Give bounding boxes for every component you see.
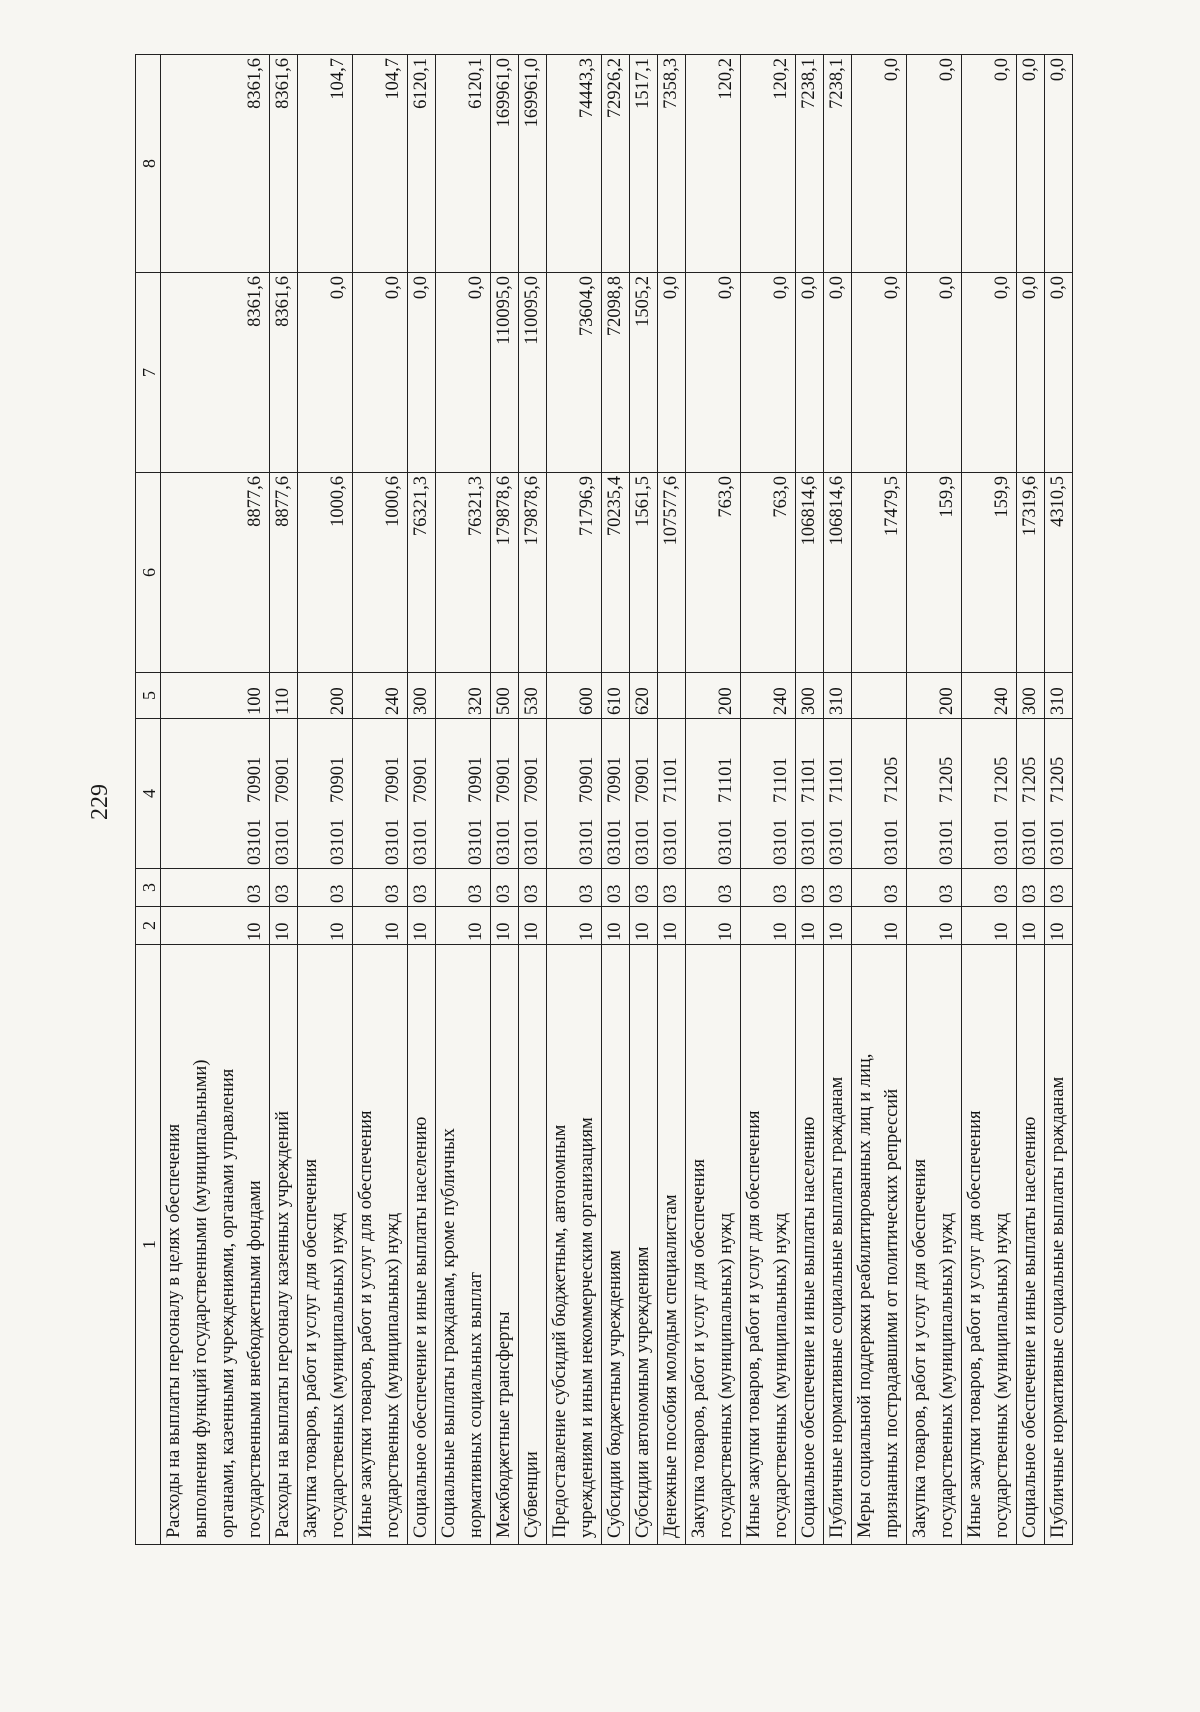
description-line: Субсидии автономным учреждениям — [633, 1246, 653, 1538]
amount-col-6: 106814,6 — [796, 473, 824, 673]
description-line: Расходы на выплаты персоналу казенных учреждений — [273, 1111, 293, 1538]
program-code-part-1: 03101 — [799, 818, 819, 865]
program-code-part-1: 03101 — [466, 818, 486, 865]
expense-type-code: 240 — [962, 673, 1017, 719]
amount-col-8: 0,0 — [1045, 55, 1073, 273]
amount-col-8: 7238,1 — [824, 55, 852, 273]
row-description — [491, 945, 519, 1545]
amount-col-6: 106814,6 — [824, 473, 852, 673]
description-line: Субсидии бюджетным учреждениям — [605, 1250, 625, 1538]
expense-type-code: 300 — [796, 673, 824, 719]
subsection-code: 03 — [796, 869, 824, 907]
amount-col-7: 0,0 — [408, 273, 436, 473]
section-code: 10 — [962, 907, 1017, 945]
row-description — [796, 945, 824, 1545]
subsection-code: 03 — [1045, 869, 1073, 907]
program-code — [1045, 719, 1073, 869]
description-line: Социальное обеспечение и иные выплаты населению — [1020, 1116, 1040, 1538]
table-row — [962, 55, 1017, 1545]
program-code — [408, 719, 436, 869]
amount-col-8: 0,0 — [907, 55, 962, 273]
amount-col-7: 0,0 — [962, 273, 1017, 473]
program-code-part-2: 70901 — [328, 756, 348, 803]
column-header-7: 7 — [136, 273, 161, 473]
rotated-table-container — [135, 55, 1185, 1545]
amount-col-6: 763,0 — [686, 473, 741, 673]
program-code — [353, 719, 408, 869]
subsection-code: 03 — [298, 869, 353, 907]
expense-type-code: 600 — [547, 673, 602, 719]
program-code — [630, 719, 658, 869]
amount-col-6: 70235,4 — [602, 473, 630, 673]
program-code-part-1: 03101 — [605, 818, 625, 865]
program-code-part-2: 71205 — [937, 756, 957, 803]
amount-col-6: 179878,6 — [519, 473, 547, 673]
amount-col-6: 8877,6 — [161, 473, 270, 673]
description-line: Публичные нормативные социальные выплаты гражданам — [827, 1076, 847, 1538]
amount-col-7: 0,0 — [852, 273, 907, 473]
subsection-code: 03 — [491, 869, 519, 907]
subsection-code: 03 — [602, 869, 630, 907]
table-row — [436, 55, 491, 1545]
program-code-part-2: 71101 — [771, 757, 791, 803]
row-description — [1017, 945, 1045, 1545]
amount-col-6: 71796,9 — [547, 473, 602, 673]
program-code — [962, 719, 1017, 869]
section-code: 10 — [686, 907, 741, 945]
description-line: нормативных социальных выплат — [466, 1272, 486, 1538]
budget-table — [135, 54, 1073, 1545]
expense-type-code: 320 — [436, 673, 491, 719]
table-row — [519, 55, 547, 1545]
program-code-part-2: 70901 — [411, 756, 431, 803]
amount-col-7: 0,0 — [353, 273, 408, 473]
table-row — [741, 55, 796, 1545]
table-row — [907, 55, 962, 1545]
expense-type-code: 240 — [353, 673, 408, 719]
program-code — [907, 719, 962, 869]
amount-col-8: 8361,6 — [270, 55, 298, 273]
row-description — [298, 945, 353, 1545]
program-code-part-1: 03101 — [937, 818, 957, 865]
section-code: 10 — [270, 907, 298, 945]
amount-col-6: 17479,5 — [852, 473, 907, 673]
column-header-3: 3 — [136, 869, 161, 907]
section-code: 10 — [436, 907, 491, 945]
expense-type-code — [658, 673, 686, 719]
description-line: государственных (муниципальных) нужд — [771, 1212, 791, 1538]
program-code — [796, 719, 824, 869]
program-code-part-2: 71101 — [716, 757, 736, 803]
amount-col-7: 73604,0 — [547, 273, 602, 473]
program-code — [852, 719, 907, 869]
program-code — [1017, 719, 1045, 869]
amount-col-7: 0,0 — [686, 273, 741, 473]
description-line: Закупка товаров, работ и услуг для обеспечения — [689, 1158, 709, 1538]
program-code-part-2: 71205 — [1020, 756, 1040, 803]
table-row — [1045, 55, 1073, 1545]
table-row — [824, 55, 852, 1545]
subsection-code: 03 — [686, 869, 741, 907]
subsection-code: 03 — [436, 869, 491, 907]
amount-col-8: 6120,1 — [408, 55, 436, 273]
row-description — [602, 945, 630, 1545]
table-row — [353, 55, 408, 1545]
page-number: 229 — [87, 784, 113, 820]
program-code — [824, 719, 852, 869]
row-description — [686, 945, 741, 1545]
program-code — [741, 719, 796, 869]
column-header-4: 4 — [136, 719, 161, 869]
subsection-code: 03 — [658, 869, 686, 907]
expense-type-code: 110 — [270, 673, 298, 719]
amount-col-8: 72926,2 — [602, 55, 630, 273]
row-description — [824, 945, 852, 1545]
amount-col-8: 0,0 — [852, 55, 907, 273]
table-body — [161, 55, 1073, 1545]
description-line: признанных пострадавшими от политических репрессий — [882, 1088, 902, 1538]
program-code-part-1: 03101 — [633, 818, 653, 865]
description-line: государственных (муниципальных) нужд — [937, 1212, 957, 1538]
program-code-part-1: 03101 — [1048, 818, 1068, 865]
table-row — [161, 55, 270, 1545]
description-line: государственных (муниципальных) нужд — [992, 1212, 1012, 1538]
section-code: 10 — [630, 907, 658, 945]
description-line: государственными внебюджетными фондами — [245, 1180, 265, 1538]
section-code: 10 — [491, 907, 519, 945]
amount-col-8: 169961,0 — [491, 55, 519, 273]
program-code-part-1: 03101 — [522, 818, 542, 865]
amount-col-6: 17319,6 — [1017, 473, 1045, 673]
table-row — [630, 55, 658, 1545]
program-code — [298, 719, 353, 869]
table-row — [298, 55, 353, 1545]
description-line: Иные закупки товаров, работ и услуг для обеспечения — [965, 1110, 985, 1538]
section-code: 10 — [907, 907, 962, 945]
amount-col-7: 0,0 — [1045, 273, 1073, 473]
program-code-part-2: 70901 — [245, 756, 265, 803]
program-code-part-2: 70901 — [577, 756, 597, 803]
subsection-code: 03 — [741, 869, 796, 907]
description-line: Расходы на выплаты персоналу в целях обеспечения — [164, 1123, 184, 1538]
section-code: 10 — [161, 907, 270, 945]
subsection-code: 03 — [1017, 869, 1045, 907]
column-header-1: 1 — [136, 945, 161, 1545]
amount-col-8: 0,0 — [1017, 55, 1045, 273]
expense-type-code: 200 — [686, 673, 741, 719]
amount-col-6: 179878,6 — [491, 473, 519, 673]
program-code-part-1: 03101 — [716, 818, 736, 865]
program-code-part-2: 71205 — [992, 756, 1012, 803]
expense-type-code: 300 — [1017, 673, 1045, 719]
program-code-part-1: 03101 — [827, 818, 847, 865]
amount-col-7: 0,0 — [658, 273, 686, 473]
amount-col-7: 0,0 — [907, 273, 962, 473]
amount-col-7: 0,0 — [796, 273, 824, 473]
expense-type-code: 240 — [741, 673, 796, 719]
program-code — [658, 719, 686, 869]
column-header-5: 5 — [136, 673, 161, 719]
amount-col-8: 8361,6 — [161, 55, 270, 273]
subsection-code: 03 — [962, 869, 1017, 907]
description-line: Межбюджетные трансферты — [494, 1311, 514, 1538]
table-row — [686, 55, 741, 1545]
expense-type-code — [852, 673, 907, 719]
table-row — [547, 55, 602, 1545]
expense-type-code: 200 — [298, 673, 353, 719]
description-line: Субвенции — [522, 1451, 542, 1538]
section-code: 10 — [353, 907, 408, 945]
program-code-part-2: 70901 — [383, 756, 403, 803]
program-code-part-2: 70901 — [522, 756, 542, 803]
subsection-code: 03 — [547, 869, 602, 907]
subsection-code: 03 — [852, 869, 907, 907]
amount-col-6: 8877,6 — [270, 473, 298, 673]
amount-col-7: 72098,8 — [602, 273, 630, 473]
row-description — [658, 945, 686, 1545]
program-code-part-2: 71205 — [882, 756, 902, 803]
amount-col-6: 1000,6 — [353, 473, 408, 673]
section-code: 10 — [519, 907, 547, 945]
expense-type-code: 610 — [602, 673, 630, 719]
amount-col-7: 8361,6 — [270, 273, 298, 473]
description-line: Закупка товаров, работ и услуг для обеспечения — [910, 1158, 930, 1538]
expense-type-code: 100 — [161, 673, 270, 719]
section-code: 10 — [1045, 907, 1073, 945]
subsection-code: 03 — [353, 869, 408, 907]
description-line: Иные закупки товаров, работ и услуг для обеспечения — [356, 1110, 376, 1538]
row-description — [270, 945, 298, 1545]
table-row — [796, 55, 824, 1545]
description-line: учреждениям и иным некоммерческим организациям — [577, 1117, 597, 1538]
description-line: Социальное обеспечение и иные выплаты населению — [799, 1116, 819, 1538]
description-line: выполнения функций государственными (муниципальными) — [191, 1059, 211, 1538]
row-description — [1045, 945, 1073, 1545]
expense-type-code: 200 — [907, 673, 962, 719]
amount-col-6: 159,9 — [962, 473, 1017, 673]
table-row — [1017, 55, 1045, 1545]
program-code-part-1: 03101 — [411, 818, 431, 865]
section-code: 10 — [547, 907, 602, 945]
program-code-part-1: 03101 — [383, 818, 403, 865]
description-line: государственных (муниципальных) нужд — [716, 1212, 736, 1538]
amount-col-7: 0,0 — [1017, 273, 1045, 473]
program-code — [547, 719, 602, 869]
program-code-part-2: 71101 — [827, 757, 847, 803]
amount-col-7: 0,0 — [436, 273, 491, 473]
program-code — [491, 719, 519, 869]
row-description — [852, 945, 907, 1545]
row-description — [519, 945, 547, 1545]
description-line: Предоставление субсидий бюджетным, автономным — [550, 1124, 570, 1538]
table-row — [852, 55, 907, 1545]
section-code: 10 — [1017, 907, 1045, 945]
description-line: Социальное обеспечение и иные выплаты населению — [411, 1116, 431, 1538]
amount-col-8: 169961,0 — [519, 55, 547, 273]
subsection-code: 03 — [161, 869, 270, 907]
program-code-part-2: 71205 — [1048, 756, 1068, 803]
program-code — [436, 719, 491, 869]
row-description — [547, 945, 602, 1545]
subsection-code: 03 — [408, 869, 436, 907]
program-code-part-1: 03101 — [771, 818, 791, 865]
table-row — [658, 55, 686, 1545]
section-code: 10 — [602, 907, 630, 945]
amount-col-8: 74443,3 — [547, 55, 602, 273]
section-code: 10 — [824, 907, 852, 945]
expense-type-code: 310 — [824, 673, 852, 719]
program-code-part-1: 03101 — [1020, 818, 1040, 865]
program-code-part-2: 71101 — [661, 757, 681, 803]
program-code — [686, 719, 741, 869]
column-header-6: 6 — [136, 473, 161, 673]
section-code: 10 — [658, 907, 686, 945]
table-row — [408, 55, 436, 1545]
expense-type-code: 310 — [1045, 673, 1073, 719]
program-code — [602, 719, 630, 869]
description-line: государственных (муниципальных) нужд — [328, 1212, 348, 1538]
amount-col-6: 107577,6 — [658, 473, 686, 673]
amount-col-7: 0,0 — [741, 273, 796, 473]
expense-type-code: 620 — [630, 673, 658, 719]
amount-col-6: 76321,3 — [408, 473, 436, 673]
amount-col-6: 1561,5 — [630, 473, 658, 673]
section-code: 10 — [852, 907, 907, 945]
amount-col-8: 104,7 — [298, 55, 353, 273]
expense-type-code: 300 — [408, 673, 436, 719]
amount-col-6: 763,0 — [741, 473, 796, 673]
amount-col-6: 1000,6 — [298, 473, 353, 673]
subsection-code: 03 — [907, 869, 962, 907]
amount-col-6: 159,9 — [907, 473, 962, 673]
amount-col-7: 110095,0 — [519, 273, 547, 473]
program-code-part-1: 03101 — [494, 818, 514, 865]
description-line: государственных (муниципальных) нужд — [383, 1212, 403, 1538]
row-description — [436, 945, 491, 1545]
description-line: Меры социальной поддержки реабилитированных лиц и лиц, — [855, 1053, 875, 1538]
amount-col-8: 104,7 — [353, 55, 408, 273]
table-row — [491, 55, 519, 1545]
amount-col-7: 1505,2 — [630, 273, 658, 473]
description-line: Публичные нормативные социальные выплаты гражданам — [1048, 1076, 1068, 1538]
description-line: Денежные пособия молодым специалистам — [661, 1194, 681, 1538]
amount-col-6: 4310,5 — [1045, 473, 1073, 673]
program-code — [270, 719, 298, 869]
program-code-part-1: 03101 — [661, 818, 681, 865]
subsection-code: 03 — [630, 869, 658, 907]
program-code-part-2: 70901 — [605, 756, 625, 803]
description-line: Иные закупки товаров, работ и услуг для обеспечения — [744, 1110, 764, 1538]
program-code-part-1: 03101 — [328, 818, 348, 865]
subsection-code: 03 — [824, 869, 852, 907]
amount-col-8: 6120,1 — [436, 55, 491, 273]
program-code-part-2: 70901 — [273, 756, 293, 803]
program-code-part-1: 03101 — [882, 818, 902, 865]
subsection-code: 03 — [270, 869, 298, 907]
row-description — [907, 945, 962, 1545]
row-description — [408, 945, 436, 1545]
row-description — [353, 945, 408, 1545]
expense-type-code: 500 — [491, 673, 519, 719]
amount-col-7: 110095,0 — [491, 273, 519, 473]
section-code: 10 — [298, 907, 353, 945]
program-code-part-2: 70901 — [494, 756, 514, 803]
amount-col-6: 76321,3 — [436, 473, 491, 673]
column-header-2: 2 — [136, 907, 161, 945]
program-code-part-1: 03101 — [992, 818, 1012, 865]
amount-col-8: 7238,1 — [796, 55, 824, 273]
column-header-8: 8 — [136, 55, 161, 273]
program-code-part-1: 03101 — [245, 818, 265, 865]
amount-col-8: 0,0 — [962, 55, 1017, 273]
row-description — [962, 945, 1017, 1545]
row-description — [161, 945, 270, 1545]
program-code — [161, 719, 270, 869]
program-code-part-2: 70901 — [633, 756, 653, 803]
description-line: Закупка товаров, работ и услуг для обеспечения — [301, 1158, 321, 1538]
amount-col-7: 0,0 — [298, 273, 353, 473]
row-description — [630, 945, 658, 1545]
subsection-code: 03 — [519, 869, 547, 907]
amount-col-8: 7358,3 — [658, 55, 686, 273]
program-code-part-2: 71101 — [799, 757, 819, 803]
table-row — [602, 55, 630, 1545]
table-header-row — [136, 55, 161, 1545]
amount-col-8: 120,2 — [741, 55, 796, 273]
program-code-part-1: 03101 — [273, 818, 293, 865]
program-code — [519, 719, 547, 869]
section-code: 10 — [741, 907, 796, 945]
program-code-part-2: 70901 — [466, 756, 486, 803]
section-code: 10 — [796, 907, 824, 945]
program-code-part-1: 03101 — [577, 818, 597, 865]
table-row — [270, 55, 298, 1545]
amount-col-8: 1517,1 — [630, 55, 658, 273]
description-line: Социальные выплаты гражданам, кроме публичных — [439, 1128, 459, 1538]
amount-col-8: 120,2 — [686, 55, 741, 273]
amount-col-7: 0,0 — [824, 273, 852, 473]
description-line: органами, казенными учреждениями, органами управления — [218, 1068, 238, 1538]
section-code: 10 — [408, 907, 436, 945]
expense-type-code: 530 — [519, 673, 547, 719]
row-description — [741, 945, 796, 1545]
amount-col-7: 8361,6 — [161, 273, 270, 473]
